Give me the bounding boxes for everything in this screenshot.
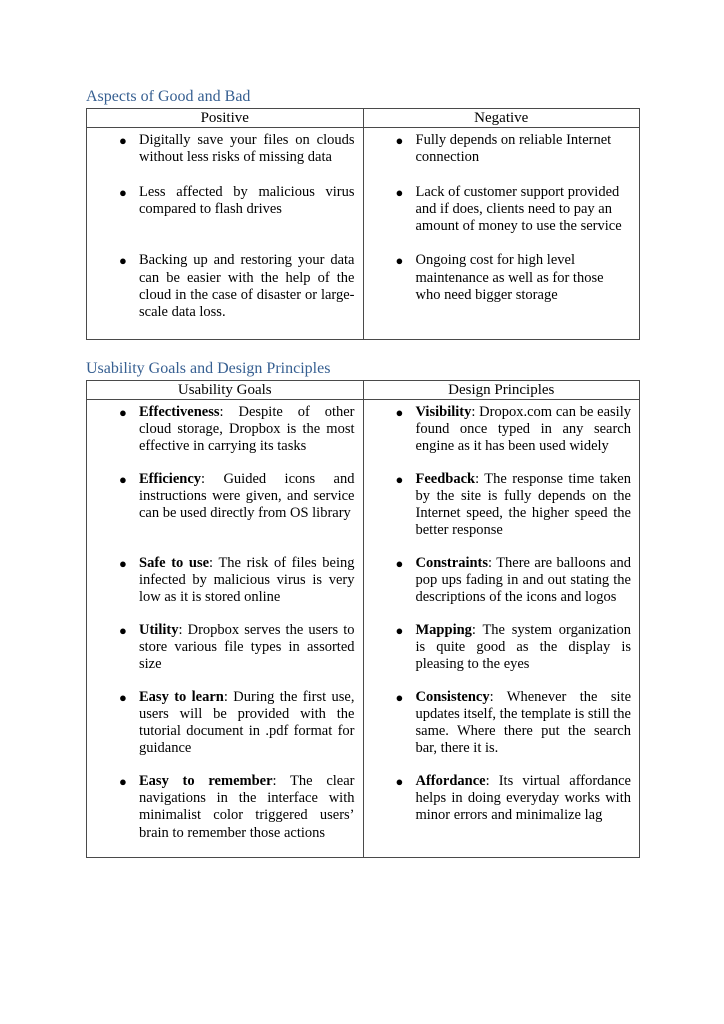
bullet-icon: ●: [119, 689, 127, 705]
table-cell-left: [87, 471, 364, 555]
item-text: [139, 404, 355, 456]
table-cell-right: [363, 399, 640, 470]
item-term: Visibility: [415, 403, 472, 420]
usability-table: [86, 380, 640, 858]
table-row: [87, 128, 640, 184]
item-text: [139, 689, 355, 758]
item-text: Less affected by malicious virus compared to flash drives: [139, 183, 355, 217]
item-term: Easy to learn: [139, 688, 224, 705]
bullet-item: [87, 555, 355, 607]
term-separator: :: [272, 772, 291, 789]
bullet-item: [364, 471, 632, 540]
table-row: [87, 622, 640, 689]
item-body: Whenever the site updates itself, the template is still the same. Where there put the search bar, there it is.: [415, 688, 631, 757]
header-row: [87, 109, 640, 128]
bullet-icon: ●: [395, 622, 404, 638]
term-separator: :: [178, 621, 188, 638]
table-row: [87, 399, 640, 470]
table-cell-right: [363, 128, 640, 184]
bullet-item: [87, 773, 355, 842]
bullet-item: [87, 252, 355, 321]
table-cell-right: [363, 252, 640, 339]
bullet-icon: ●: [119, 133, 127, 148]
bullet-icon: ●: [119, 622, 127, 638]
bullet-item: [87, 404, 355, 456]
table-cell-right: [363, 622, 640, 689]
section-heading: Aspects of Good and Bad: [86, 88, 251, 105]
table-cell-left: [87, 689, 364, 773]
term-separator: :: [475, 470, 485, 487]
table-row: [87, 471, 640, 555]
table-cell-right: [363, 689, 640, 773]
item-body: Guided icons and instructions were given, and service can be used directly from OS library: [139, 470, 355, 522]
header-row: [87, 380, 640, 399]
item-text: [416, 555, 632, 607]
section-usability: [86, 360, 640, 858]
column-header-design-principles: Design Principles: [363, 380, 640, 399]
item-term: Feedback: [415, 470, 476, 487]
bullet-icon: ●: [395, 689, 404, 705]
table-cell-right: [363, 773, 640, 858]
bullet-item: [364, 689, 632, 758]
item-body: Dropox.com can be easily found once typed in any search engine as it has been used widely: [415, 403, 631, 455]
item-term: Safe to use: [139, 554, 210, 571]
aspects-table: [86, 108, 640, 340]
bullet-item: [87, 689, 355, 758]
term-separator: :: [219, 403, 239, 420]
bullet-icon: ●: [395, 404, 404, 420]
section-heading: Usability Goals and Design Principles: [86, 359, 331, 377]
item-body: The clear navigations in the interface with minimalist color triggered users’ brain to remember those actions: [139, 772, 355, 841]
bullet-item: [364, 622, 632, 674]
term-separator: :: [223, 688, 234, 705]
item-term: Mapping: [415, 621, 472, 638]
item-term: Efficiency: [139, 470, 202, 487]
item-text: Digitally save your files on clouds without less risks of missing data: [139, 132, 355, 166]
item-body: Dropbox serves the users to store various file types in assorted size: [139, 621, 355, 673]
item-term: Constraints: [415, 554, 489, 571]
bullet-icon: ●: [395, 253, 404, 269]
table-cell-right: [363, 555, 640, 622]
item-body: The response time taken by the site is fully depends on the Internet speed, the higher speed the better response: [415, 470, 631, 539]
item-term: Effectiveness: [139, 403, 220, 420]
bullet-item: [364, 773, 632, 825]
document-page: [86, 88, 640, 858]
item-term: Utility: [139, 621, 179, 638]
bullet-icon: ●: [119, 404, 127, 420]
term-separator: :: [485, 772, 499, 789]
table-cell-left: [87, 555, 364, 622]
bullet-icon: ●: [395, 471, 404, 487]
bullet-icon: ●: [119, 773, 127, 789]
item-text: [416, 689, 632, 758]
bullet-item: [87, 132, 355, 167]
table-cell-left: [87, 128, 364, 184]
table-cell-left: [87, 184, 364, 253]
table-row: [87, 773, 640, 858]
table-row: [87, 252, 640, 339]
section-aspects: [86, 88, 640, 340]
table-cell-left: [87, 252, 364, 339]
item-body: Despite of other cloud storage, Dropbox is the most effective in carrying its tasks: [139, 403, 355, 455]
table-row: [87, 184, 640, 253]
item-text: [139, 555, 355, 607]
term-separator: :: [201, 470, 224, 487]
item-body: There are balloons and pop ups fading in and out stating the descriptions of the icons and logos: [415, 554, 631, 606]
bullet-item: [87, 622, 355, 674]
bullet-icon: ●: [119, 471, 127, 487]
table-row: [87, 555, 640, 622]
item-text: [139, 622, 355, 674]
bullet-item: [87, 184, 355, 219]
bullet-item: [364, 184, 632, 236]
bullet-icon: ●: [119, 555, 127, 571]
item-text: [139, 471, 355, 523]
table-cell-left: [87, 399, 364, 470]
bullet-icon: ●: [395, 184, 404, 200]
item-body: The risk of files being infected by malicious virus is very low as it is stored online: [139, 554, 355, 606]
bullet-icon: ●: [395, 555, 404, 571]
table-cell-right: [363, 184, 640, 253]
bullet-item: [364, 132, 632, 167]
bullet-item: [364, 252, 632, 304]
column-header-usability-goals: Usability Goals: [87, 380, 364, 399]
item-text: Ongoing cost for high level maintenance as well as for those who need bigger storage: [415, 252, 604, 304]
bullet-icon: ●: [395, 133, 404, 148]
item-text: Backing up and restoring your data can be easier with the help of the cloud in the case of disaster or large-scale data loss.: [139, 252, 355, 321]
item-text: Lack of customer support provided and if does, clients need to pay an amount of money to use the service: [415, 183, 622, 235]
item-text: [139, 773, 355, 842]
bullet-icon: ●: [395, 773, 404, 789]
item-text: [416, 773, 632, 825]
item-body: The system organization is quite good as the display is pleasing to the eyes: [415, 621, 631, 673]
column-header-positive: Positive: [87, 109, 364, 128]
table-row: [87, 689, 640, 773]
item-body: During the first use, users will be provided with the tutorial document in .pdf format for guidance: [139, 688, 355, 757]
column-header-negative: Negative: [363, 109, 640, 128]
item-text: [416, 404, 632, 456]
table-cell-left: [87, 773, 364, 858]
bullet-icon: ●: [119, 253, 127, 269]
item-body: Its virtual affordance helps in doing everyday works with minor errors and minimalize lag: [415, 772, 631, 824]
table-cell-left: [87, 622, 364, 689]
item-term: Consistency: [415, 688, 490, 705]
term-separator: :: [209, 554, 219, 571]
bullet-item: [364, 404, 632, 456]
term-separator: :: [488, 554, 497, 571]
item-text: [416, 622, 632, 674]
term-separator: :: [471, 403, 480, 420]
bullet-item: [87, 471, 355, 523]
item-term: Affordance: [415, 772, 486, 789]
bullet-icon: ●: [119, 184, 127, 200]
item-term: Easy to remember: [139, 772, 273, 789]
item-text: [416, 471, 632, 540]
item-text: Fully depends on reliable Internet connection: [415, 132, 612, 166]
bullet-item: [364, 555, 632, 607]
term-separator: :: [489, 688, 507, 705]
term-separator: :: [471, 621, 483, 638]
table-cell-right: [363, 471, 640, 555]
